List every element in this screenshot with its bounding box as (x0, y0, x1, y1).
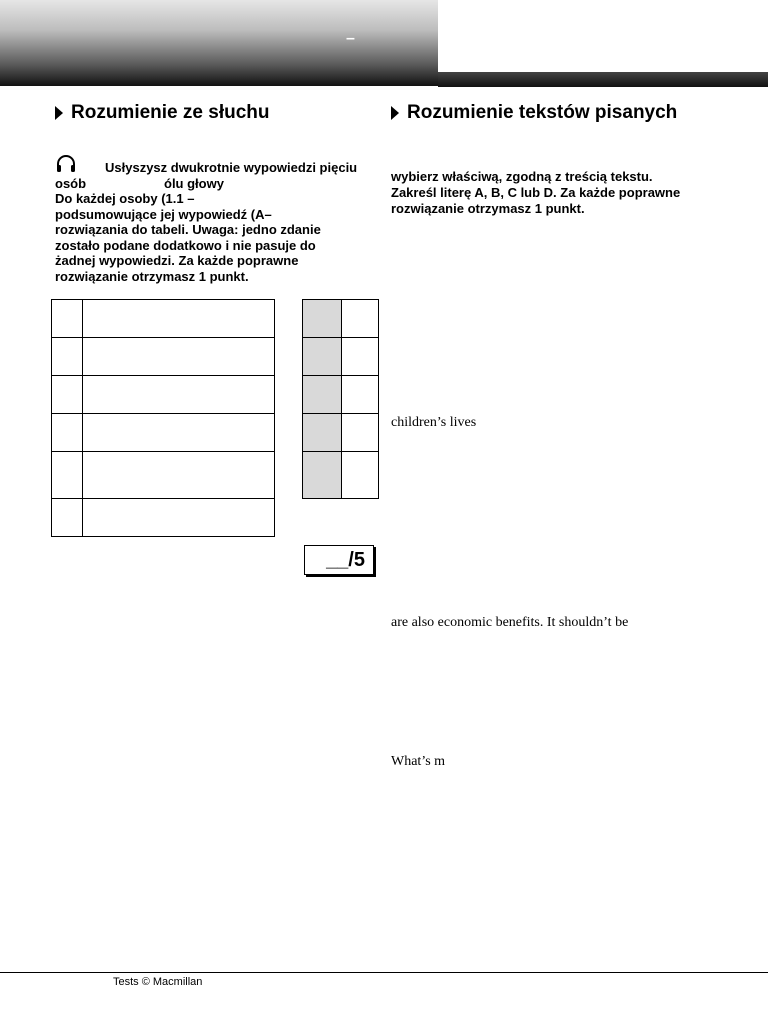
table-row (52, 376, 275, 414)
table-row (303, 376, 379, 414)
speaker-label-cell (303, 300, 342, 337)
statements-table (51, 299, 275, 537)
answer-cell[interactable] (342, 338, 379, 375)
statement-letter-cell (52, 338, 83, 375)
statement-text-cell (83, 499, 275, 536)
header-dash: – (346, 30, 355, 47)
reading-instruction-line: rozwiązanie otrzymasz 1 punkt. (391, 201, 585, 216)
statement-text-cell (83, 414, 275, 451)
statement-text-cell (83, 452, 275, 498)
answer-cell[interactable] (342, 414, 379, 451)
table-row (52, 499, 275, 537)
listening-instruction-line: rozwiązania do tabeli. Uwaga: jedno zdanie (55, 222, 321, 237)
listening-section-title (55, 102, 269, 124)
table-row (52, 414, 275, 452)
listening-instruction-line: podsumowujące jej wypowiedź (A– (55, 207, 272, 222)
statement-text-cell (83, 300, 275, 337)
answer-cell[interactable] (342, 376, 379, 413)
reading-text-fragment: are also economic benefits. It shouldn’t be (391, 615, 629, 630)
reading-title-text: Rozumienie tekstów pisanych (407, 102, 678, 123)
listening-instruction-line: żadnej wypowiedzi. Za każde poprawne (55, 253, 299, 268)
reading-instruction-line: wybierz właściwą, zgodną z treścią tekstu. (391, 169, 653, 184)
arrow-right-icon (55, 106, 63, 120)
speaker-label-cell (303, 376, 342, 413)
statement-letter-cell (52, 376, 83, 413)
reading-instruction-line: Zakreśl literę A, B, C lub D. Za każde poprawne (391, 185, 681, 200)
listening-instruction-line: rozwiązanie otrzymasz 1 punkt. (55, 269, 249, 284)
score-box: __/5 (304, 545, 374, 575)
statement-text-cell (83, 338, 275, 375)
statement-letter-cell (52, 414, 83, 451)
listening-instruction-line: zostało podane dodatkowo i nie pasuje do (55, 238, 316, 253)
speaker-label-cell (303, 414, 342, 451)
table-row (303, 414, 379, 452)
answer-cell[interactable] (342, 452, 379, 498)
table-row (303, 452, 379, 499)
listening-title-text: Rozumienie ze słuchu (71, 102, 270, 123)
table-row (52, 452, 275, 499)
answer-cell[interactable] (342, 300, 379, 337)
listening-instruction-line: Do każdej osoby (1.1 – (55, 191, 195, 206)
listening-instruction-line: osób (55, 176, 87, 191)
statement-letter-cell (52, 300, 83, 337)
speaker-label-cell (303, 452, 342, 498)
answers-table (302, 299, 379, 499)
statement-letter-cell (52, 452, 83, 498)
speaker-label-cell (303, 338, 342, 375)
listening-instruction-line: Usłyszysz dwukrotnie wypowiedzi pięciu (105, 160, 358, 175)
reading-section-title (391, 102, 677, 124)
statement-letter-cell (52, 499, 83, 536)
table-row (303, 338, 379, 376)
header-strip (438, 72, 768, 87)
table-row (303, 300, 379, 338)
statement-text-cell (83, 376, 275, 413)
reading-text-fragment: What’s m (391, 754, 446, 769)
listening-instruction-line: ólu głowy (164, 176, 224, 191)
headphones-icon (55, 153, 77, 175)
header-band (0, 0, 438, 86)
footer-copyright: Tests © Macmillan (113, 976, 203, 988)
table-row (52, 338, 275, 376)
footer-divider (0, 972, 768, 973)
arrow-right-icon (391, 106, 399, 120)
reading-text-fragment: children’s lives (391, 415, 477, 430)
table-row (52, 300, 275, 338)
